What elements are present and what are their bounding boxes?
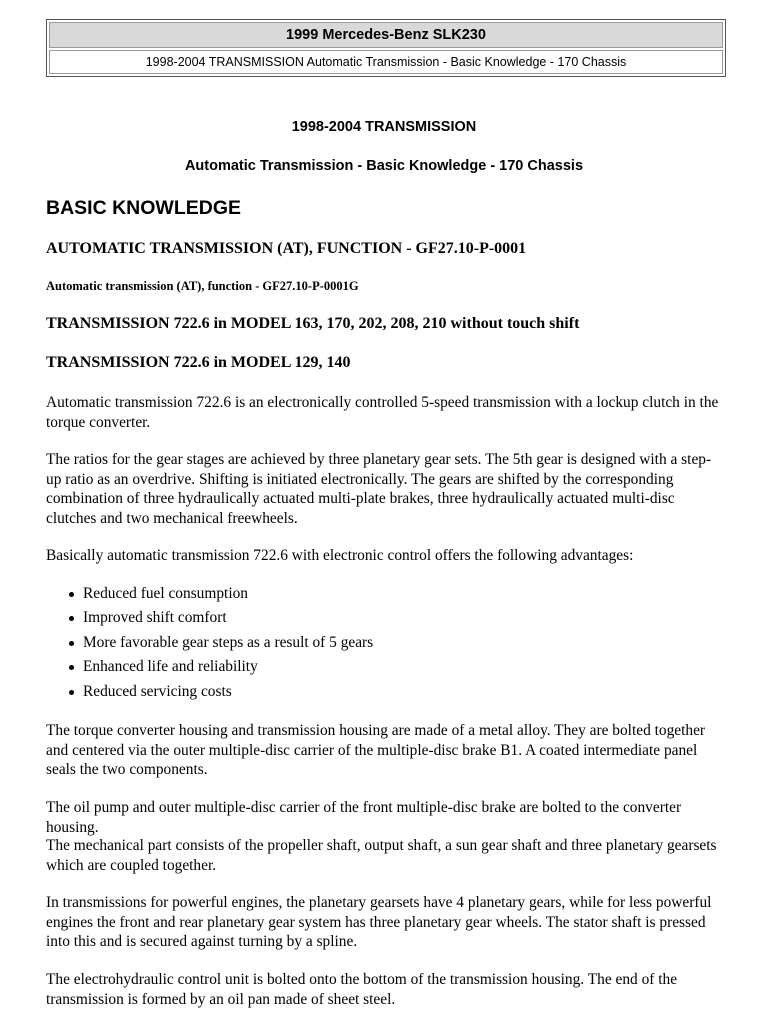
section-title: 1998-2004 TRANSMISSION	[291, 119, 477, 135]
model-heading-2: TRANSMISSION 722.6 in MODEL 129, 140	[46, 354, 351, 371]
list-item-text: Improved shift comfort	[83, 609, 227, 627]
function-heading: AUTOMATIC TRANSMISSION (AT), FUNCTION - GF27.10-P-0001	[46, 240, 527, 257]
model-heading-1: TRANSMISSION 722.6 in MODEL 163, 170, 202, 208, 210 without touch shift	[46, 315, 580, 332]
list-item	[46, 680, 373, 704]
paragraph-control-unit: The electrohydraulic control unit is bolted onto the bottom of the transmission housing. The end of the transmission is formed by an oil pan made of sheet steel.	[46, 971, 678, 1008]
advantages-list	[46, 582, 373, 704]
paragraph-advantages-intro: Basically automatic transmission 722.6 with electronic control offers the following advantages:	[46, 547, 634, 564]
list-item-text: Reduced servicing costs	[83, 682, 232, 700]
bullet-icon	[69, 616, 74, 621]
paragraph-planetary-gearsets: In transmissions for powerful engines, the planetary gearsets have 4 planetary gears, while for less powerful engines the front and rear planetary gear system has three planetary gear wheels. The stator shaft is pressed into this and is secured against turning by a spline.	[46, 894, 712, 950]
paragraph-oil-pump: The oil pump and outer multiple-disc carrier of the front multiple-disc brake are bolted to the converter housing.	[46, 799, 682, 836]
article-title: Automatic Transmission - Basic Knowledge - 170 Chassis	[184, 158, 584, 174]
bullet-icon	[69, 592, 74, 597]
document-subtitle: 1998-2004 TRANSMISSION Automatic Transmission - Basic Knowledge - 170 Chassis	[49, 50, 723, 74]
document-header	[46, 19, 726, 77]
basic-knowledge-heading: BASIC KNOWLEDGE	[46, 197, 241, 219]
list-item-text: Reduced fuel consumption	[83, 585, 248, 602]
bullet-icon	[69, 665, 74, 670]
bullet-icon	[69, 690, 74, 695]
list-item-text: More favorable gear steps as a result of 5 gears	[83, 633, 374, 651]
list-item	[46, 606, 373, 630]
paragraph-ratios: The ratios for the gear stages are achieved by three planetary gear sets. The 5th gear is designed with a step-up ratio as an overdrive. Shifting is initiated electronically. The gears are shifted by the corresponding combination of three hydraulically actuated multi-plate brakes, three hydraulically actuated multi-disc clutches and two mechanical freewheels.	[46, 451, 712, 527]
paragraph-mechanical-part: The mechanical part consists of the propeller shaft, output shaft, a sun gear shaft and three planetary gearsets which are coupled together.	[46, 837, 717, 874]
bullet-icon	[69, 641, 74, 646]
list-item	[46, 631, 373, 655]
vehicle-title: 1999 Mercedes-Benz SLK230	[49, 22, 723, 48]
list-item-text: Enhanced life and reliability	[83, 658, 258, 676]
list-item	[46, 582, 373, 606]
list-item	[46, 655, 373, 679]
paragraph-housing: The torque converter housing and transmission housing are made of a metal alloy. They are bolted together and centered via the outer multiple-disc carrier of the multiple-disc brake B1. A coated intermediate panel seals the two components.	[46, 722, 706, 778]
paragraph-intro: Automatic transmission 722.6 is an electronically controlled 5-speed transmission with a lockup clutch in the torque converter.	[46, 394, 719, 431]
function-subheading: Automatic transmission (AT), function - GF27.10-P-0001G	[46, 279, 359, 293]
